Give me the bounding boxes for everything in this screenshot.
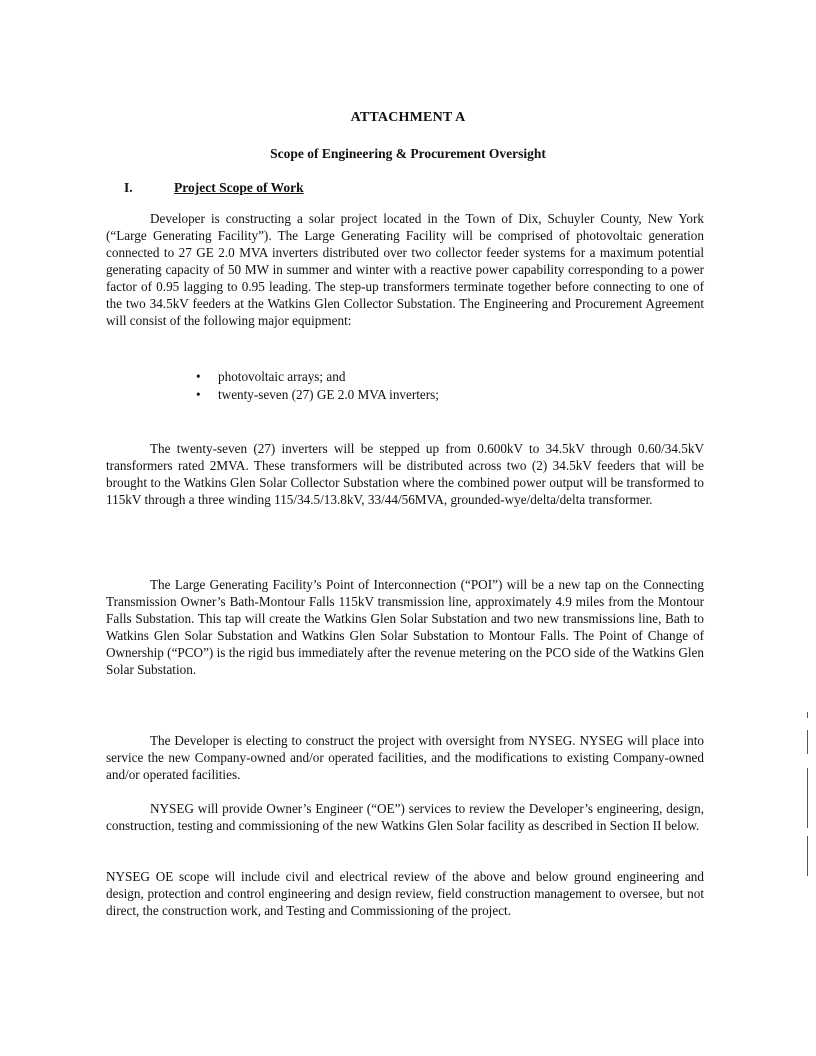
paragraph-oe-services: NYSEG will provide Owner’s Engineer (“OE”) services to review the Developer’s engineering, design, construction, testing and commissioning of the new Watkins Glen Solar facility as described in Section II below. <box>106 801 704 833</box>
paragraph-project-description: Developer is constructing a solar project located in the Town of Dix, Schuyler County, New York (“Large Generating Facility”). The Large Generating Facility will be comprised of photovoltaic generation connected to 27 GE 2.0 MVA inverters distributed over two collector feeder systems for a maximum potential generating capacity of 50 MW in summer and winter with a reactive power capability corresponding to a power factor of 0.95 lagging to 0.95 leading. The step-up transformers terminate together before connecting to one of the two 34.5kV feeders at the Watkins Glen Collector Substation. The Engineering and Procurement Agreement will consist of the following major equipment: <box>106 211 704 328</box>
document-subtitle: Scope of Engineering & Procurement Oversight <box>270 146 546 161</box>
list-item: • twenty-seven (27) GE 2.0 MVA inverters; <box>196 386 439 404</box>
margin-scan-marks <box>806 712 810 882</box>
paragraph-poi: The Large Generating Facility’s Point of Interconnection (“POI”) will be a new tap on the Connecting Transmission Owner’s Bath-Montour Falls 115kV transmission line, approximately 4.9 miles from the Montour Falls Substation. This tap will create the Watkins Glen Solar Substation and two new transmissions line, Bath to Watkins Glen Solar Substation and Watkins Glen Solar Substation to Montour Falls. The Point of Change of Ownership (“PCO”) is the rigid bus immediately after the revenue metering on the PCO side of the Watkins Glen Solar Substation. <box>106 577 704 677</box>
attachment-title: ATTACHMENT A <box>350 110 466 125</box>
paragraph-oe-scope: NYSEG OE scope will include civil and electrical review of the above and below ground engineering and design, protection and control engineering and design review, field construction management to oversee, but not direct, the construction work, and Testing and Commissioning of the project. <box>106 869 704 918</box>
section-heading <box>124 180 304 196</box>
list-item: • photovoltaic arrays; and <box>196 368 439 386</box>
section-title: Project Scope of Work <box>174 180 304 195</box>
paragraph-oversight: The Developer is electing to construct the project with oversight from NYSEG. NYSEG will place into service the new Company-owned and/or operated facilities, and the modifications to existing Company-owned and/or operated facilities. <box>106 733 704 782</box>
section-number: I. <box>124 180 133 195</box>
equipment-list <box>196 368 439 404</box>
paragraph-inverters: The twenty-seven (27) inverters will be stepped up from 0.600kV to 34.5kV through 0.60/34.5kV transformers rated 2MVA. These transformers will be distributed across two (2) 34.5kV feeders that will be brought to the Watkins Glen Solar Collector Substation where the combined power output will be transformed to 115kV through a three winding 115/34.5/13.8kV, 33/44/56MVA, grounded-wye/delta/delta transformer. <box>106 441 704 507</box>
